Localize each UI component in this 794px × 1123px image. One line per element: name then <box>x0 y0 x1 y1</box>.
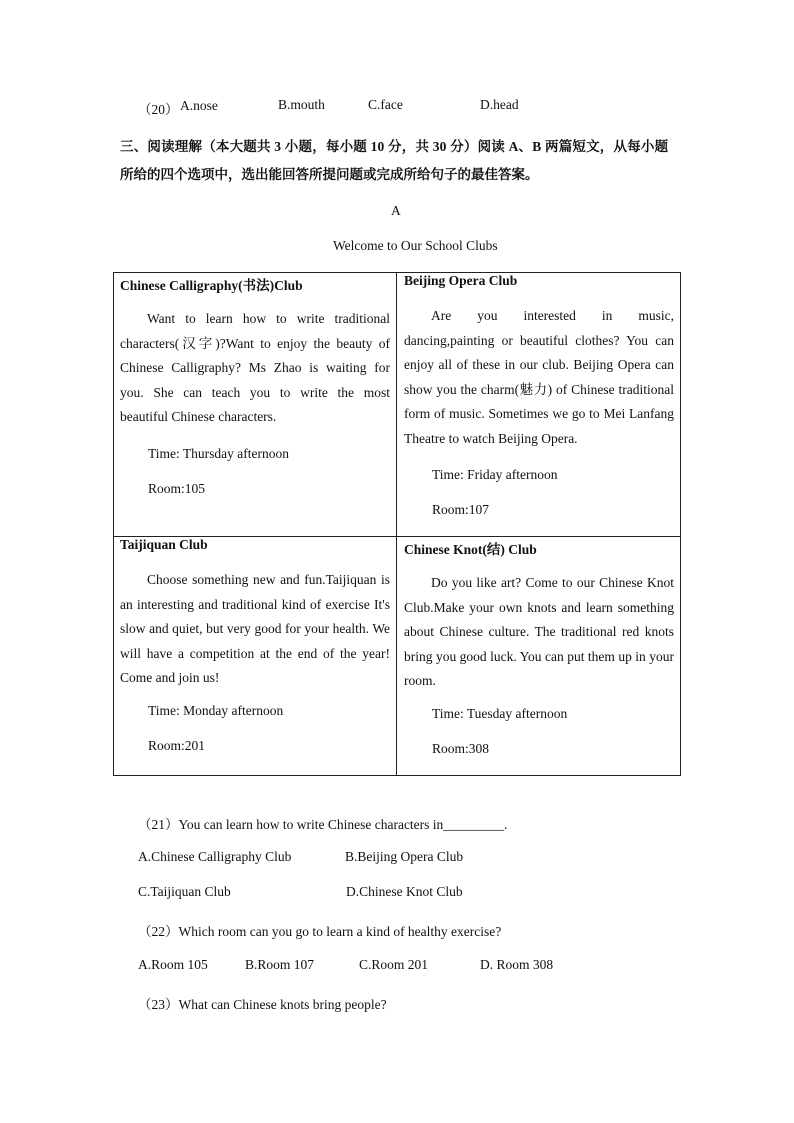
q21-option-b: B.Beijing Opera Club <box>345 849 464 864</box>
club-room-knot: Room:308 <box>432 741 490 756</box>
q22-option-d: D. Room 308 <box>480 957 554 972</box>
club-title-calligraphy: Chinese Calligraphy(书法)Club <box>120 278 303 293</box>
club-body-taijiquan: Choose something new and fun.Taijiquan is an interesting and traditional kind of exercise It's slow and quiet, but very good for your health. We will have a competition at the end of the year! Come and join us! <box>120 572 390 685</box>
club-body-knot: Do you like art? Come to our Chinese Knot Club.Make your own knots and learn something about Chinese culture. The traditional red knots bring you good luck. You can put them up in your room. <box>404 575 674 688</box>
club-time-opera: Time: Friday afternoon <box>432 467 558 482</box>
club-title-knot: Chinese Knot(结) Club <box>404 542 537 557</box>
q20-option-a: A.nose <box>180 98 218 113</box>
q22-stem: （22）Which room can you go to learn a kind of healthy exercise? <box>138 924 502 939</box>
q20-option-b: B.mouth <box>278 97 325 112</box>
q20-number: （20） <box>138 102 179 117</box>
club-title-opera: Beijing Opera Club <box>404 273 518 288</box>
club-title-taijiquan: Taijiquan Club <box>120 537 208 552</box>
q22-option-c: C.Room 201 <box>359 957 429 972</box>
table-divider-vertical <box>396 272 397 776</box>
section-heading-line1: 三、阅读理解（本大题共 3 小题，每小题 10 分，共 30 分）阅读 A、B 两篇短文，从每小题 <box>120 139 669 154</box>
club-time-taijiquan: Time: Monday afternoon <box>148 703 284 718</box>
q22-option-a: A.Room 105 <box>138 957 208 972</box>
q21-stem: （21）You can learn how to write Chinese characters in_________. <box>138 817 508 832</box>
q21-option-c: C.Taijiquan Club <box>138 884 231 899</box>
club-room-calligraphy: Room:105 <box>148 481 206 496</box>
q20-option-d: D.head <box>480 97 519 112</box>
club-time-knot: Time: Tuesday afternoon <box>432 706 568 721</box>
q21-option-a: A.Chinese Calligraphy Club <box>138 849 292 864</box>
club-room-taijiquan: Room:201 <box>148 738 206 753</box>
q20-option-c: C.face <box>368 97 403 112</box>
passage-title: Welcome to Our School Clubs <box>333 238 498 253</box>
q21-option-d: D.Chinese Knot Club <box>346 884 463 899</box>
q23-stem: （23）What can Chinese knots bring people? <box>138 997 387 1012</box>
club-room-opera: Room:107 <box>432 502 490 517</box>
section-heading <box>120 133 676 189</box>
club-time-calligraphy: Time: Thursday afternoon <box>148 446 289 461</box>
q22-option-b: B.Room 107 <box>245 957 315 972</box>
passage-label: A <box>391 203 401 218</box>
club-body-calligraphy: Want to learn how to write traditional characters(汉字)?Want to enjoy the beauty of Chinese Calligraphy? Ms Zhao is waiting for you. She can teach you to write the most beautiful Chinese characters. <box>120 311 390 424</box>
section-heading-line2: 所给的四个选项中，选出能回答所提问题或完成所给句子的最佳答案。 <box>120 167 539 182</box>
club-body-opera: Are you interested in music, dancing,painting or beautiful clothes? You can enjoy all of these in our club. Beijing Opera can show you the charm(魅力) of Chinese traditional form of music. Sometimes we go to Mei Lanfang Theatre to watch Beijing Opera. <box>404 308 674 446</box>
